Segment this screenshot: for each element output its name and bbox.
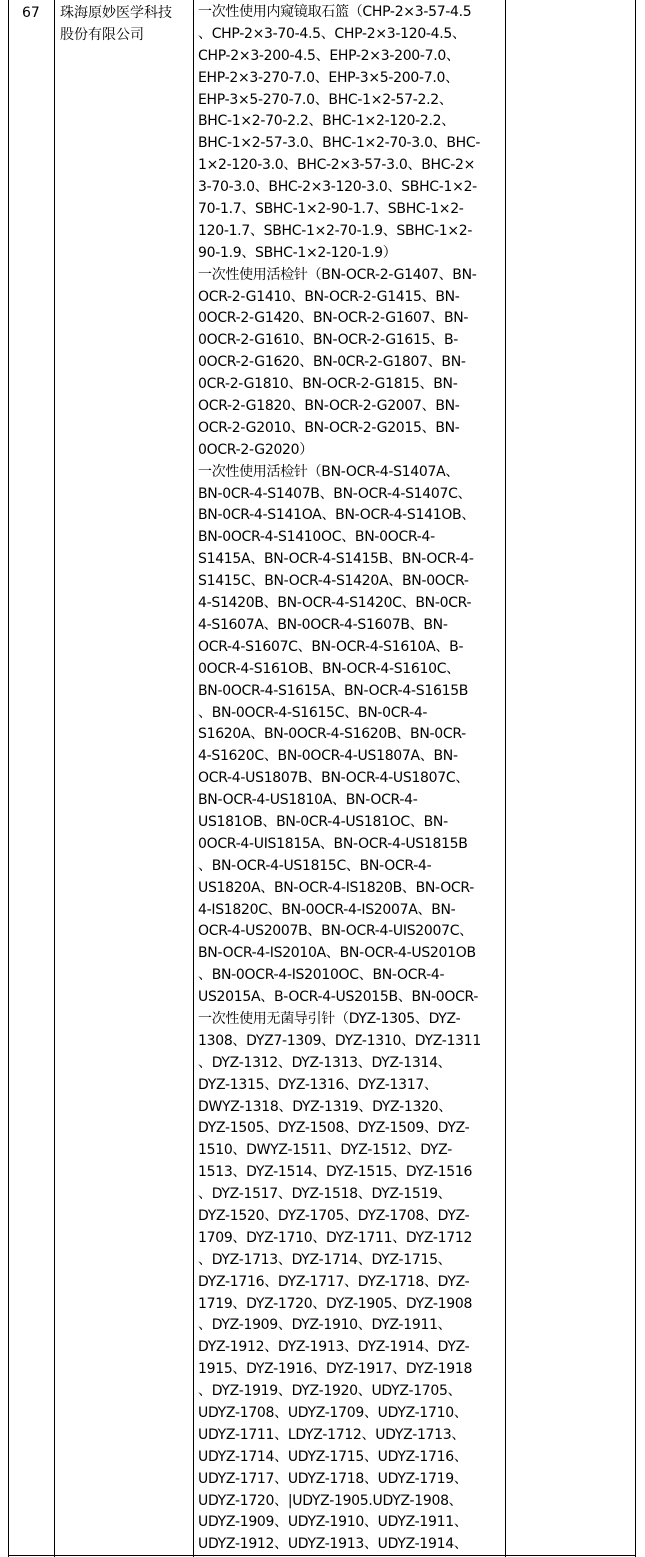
product-line: BN-0OCR-4-S1410OC、BN-0OCR-4- (198, 529, 435, 546)
product-line: 70-1.7、SBHC-1×2-90-1.7、SBHC-1×2- (198, 201, 464, 218)
product-line: 1513、DYZ-1514、DYZ-1515、DYZ-1516 (198, 1164, 473, 1181)
product-line: UDYZ-1720、|UDYZ-1905.UDYZ-1908、 (198, 1492, 463, 1509)
product-line: S1620A、BN-0OCR-4-S1620B、BN-0CR- (198, 726, 466, 743)
product-line: 、DYZ-1909、DYZ-1910、DYZ-1911、 (198, 1317, 452, 1334)
product-line: 4-IS1820C、BN-0OCR-4-IS2007A、BN- (198, 901, 456, 918)
product-line: BHC-1×2-70-2.2、BHC-1×2-120-2.2、 (198, 113, 455, 130)
product-line: CHP-2×3-200-4.5、EHP-2×3-200-7.0、 (198, 47, 460, 64)
product-line: 、CHP-2×3-70-4.5、CHP-2×3-120-4.5、 (198, 25, 466, 42)
company-name-line: 股份有限公司 (60, 27, 144, 43)
product-line: 1719、DYZ-1720、DYZ-1905、DYZ-1908 (198, 1295, 473, 1312)
product-line: 3-70-3.0、BHC-2×3-120-3.0、SBHC-1×2- (198, 179, 477, 196)
product-line: 、DYZ-1312、DYZ-1313、DYZ-1314、 (198, 1054, 452, 1071)
company-name-cell (60, 2, 188, 46)
product-line: OCR-4-US1807B、BN-OCR-4-US1807C、 (198, 770, 470, 787)
product-line: DYZ-1520、DYZ-1705、DYZ-1708、DYZ- (198, 1207, 470, 1224)
product-line: 一次性使用活检针（BN-OCR-2-G1407、BN- (198, 266, 477, 283)
product-line: 0OCR-4-S161OB、BN-OCR-4-S1610C、 (198, 660, 460, 677)
product-line: 0OCR-2-G1420、BN-OCR-2-G1607、BN- (198, 310, 469, 327)
product-line: BHC-1×2-57-3.0、BHC-1×2-70-3.0、BHC- (198, 135, 481, 152)
product-line: BN-0CR-4-S141OA、BN-OCR-4-S141OB、 (198, 507, 476, 524)
product-line: OCR-2-G1820、BN-OCR-2-G2007、BN- (198, 398, 460, 415)
product-line: 一次性使用内窥镜取石篮（CHP-2×3-57-4.5 (198, 4, 472, 20)
product-line: 90-1.9、SBHC-1×2-120-1.9） (198, 244, 397, 261)
product-line: 1×2-120-3.0、BHC-2×3-57-3.0、BHC-2× (198, 157, 476, 174)
product-line: UDYZ-1912、UDYZ-1913、UDYZ-1914、 (198, 1536, 468, 1553)
column-divider-1 (54, 0, 55, 1557)
product-line: DYZ-1716、DYZ-1717、DYZ-1718、DYZ- (198, 1273, 470, 1290)
product-line: 4-S1607A、BN-0OCR-4-S1607B、BN- (198, 616, 448, 633)
product-line: OCR-4-S1607C、BN-OCR-4-S1610A、B- (198, 638, 464, 655)
product-line: US1820A、BN-OCR-4-IS1820B、BN-OCR- (198, 879, 474, 896)
product-line: 一次性使用活检针（BN-OCR-4-S1407A、 (198, 463, 460, 480)
product-line: BN-0CR-4-S1407B、BN-OCR-4-S1407C、 (198, 485, 472, 502)
product-line: US2015A、B-OCR-4-US2015B、BN-0OCR- (198, 989, 479, 1006)
product-line: 0OCR-2-G1620、BN-0CR-2-G1807、BN- (198, 354, 466, 371)
product-line: 4-S1420B、BN-OCR-4-S1420C、BN-0CR- (198, 595, 472, 612)
product-line: UDYZ-1711、LDYZ-1712、UDYZ-1713、 (198, 1426, 466, 1443)
product-line: 4-S1620C、BN-0OCR-4-US1807A、BN- (198, 748, 458, 765)
product-line: 120-1.7、SBHC-1×2-70-1.9、SBHC-1×2- (198, 222, 473, 239)
product-line: 1915、DYZ-1916、DYZ-1917、DYZ-1918 (198, 1361, 473, 1378)
product-line: EHP-2×3-270-7.0、EHP-3×5-200-7.0、 (198, 69, 459, 86)
product-description-cell (198, 2, 504, 1556)
product-line: 1510、DWYZ-1511、DYZ-1512、DYZ- (198, 1142, 452, 1159)
product-line: 0OCR-4-UIS1815A、BN-OCR-4-US1815B (198, 835, 468, 852)
product-line: BN-OCR-4-US1810A、BN-OCR-4- (198, 792, 418, 809)
product-line: S1415C、BN-OCR-4-S1420A、BN-0OCR- (198, 573, 469, 590)
product-line: DYZ-1505、DYZ-1508、DYZ-1509、DYZ- (198, 1120, 470, 1137)
product-line: DYZ-1912、DYZ-1913、DYZ-1914、DYZ- (198, 1339, 470, 1356)
product-line: DYZ-1315、DYZ-1316、DYZ-1317、 (198, 1076, 438, 1093)
product-line: UDYZ-1714、UDYZ-1715、UDYZ-1716、 (198, 1448, 468, 1465)
table-border-left (8, 0, 9, 1557)
product-line: 1308、DYZ7-1309、DYZ-1310、DYZ-1311 (198, 1032, 481, 1049)
company-name-line: 珠海原妙医学科技 (60, 5, 172, 21)
row-number: 67 (22, 5, 40, 21)
product-line: 0CR-2-G1810、BN-OCR-2-G1815、BN- (198, 376, 458, 393)
product-line: UDYZ-1717、UDYZ-1718、UDYZ-1719、 (198, 1470, 468, 1487)
product-line: 0OCR-2-G1610、BN-OCR-2-G1615、B- (198, 332, 458, 349)
table-border-right (635, 0, 636, 1557)
product-line: OCR-2-G1410、BN-OCR-2-G1415、BN- (198, 288, 460, 305)
product-line: 、DYZ-1919、DYZ-1920、UDYZ-1705、 (198, 1383, 462, 1400)
product-line: BN-0OCR-4-S1615A、BN-OCR-4-S1615B (198, 682, 469, 699)
product-line: EHP-3×5-270-7.0、BHC-1×2-57-2.2、 (198, 91, 453, 108)
product-line: OCR-2-G2010、BN-OCR-2-G2015、BN- (198, 419, 460, 436)
product-line: UDYZ-1708、UDYZ-1709、UDYZ-1710、 (198, 1405, 468, 1421)
product-line: DWYZ-1318、DYZ-1319、DYZ-1320、 (198, 1098, 452, 1115)
column-divider-3 (505, 0, 506, 1557)
product-line: 、BN-0OCR-4-S1615C、BN-0CR-4- (198, 704, 428, 721)
product-line: 0OCR-2-G2020） (198, 441, 313, 458)
product-line: 一次性使用无菌导引针（DYZ-1305、DYZ- (198, 1010, 461, 1027)
product-line: 、DYZ-1713、DYZ-1714、DYZ-1715、 (198, 1251, 452, 1268)
product-line: S1415A、BN-OCR-4-S1415B、BN-OCR-4- (198, 551, 474, 568)
product-line: OCR-4-US2007B、BN-OCR-4-UIS2007C、 (198, 923, 473, 940)
product-line: US181OB、BN-0CR-4-US181OC、BN- (198, 813, 448, 830)
column-divider-2 (193, 0, 194, 1557)
product-line: UDYZ-1909、UDYZ-1910、UDYZ-1911、 (198, 1514, 468, 1531)
product-line: 、BN-OCR-4-US1815C、BN-OCR-4- (198, 857, 432, 874)
product-line: 1709、DYZ-1710、DYZ-1711、DYZ-1712 (198, 1229, 473, 1246)
product-line: 、DYZ-1517、DYZ-1518、DYZ-1519、 (198, 1186, 452, 1203)
product-line: 、BN-0OCR-4-IS2010OC、BN-OCR-4- (198, 967, 445, 984)
product-line: BN-OCR-4-IS2010A、BN-OCR-4-US201OB (198, 945, 476, 962)
